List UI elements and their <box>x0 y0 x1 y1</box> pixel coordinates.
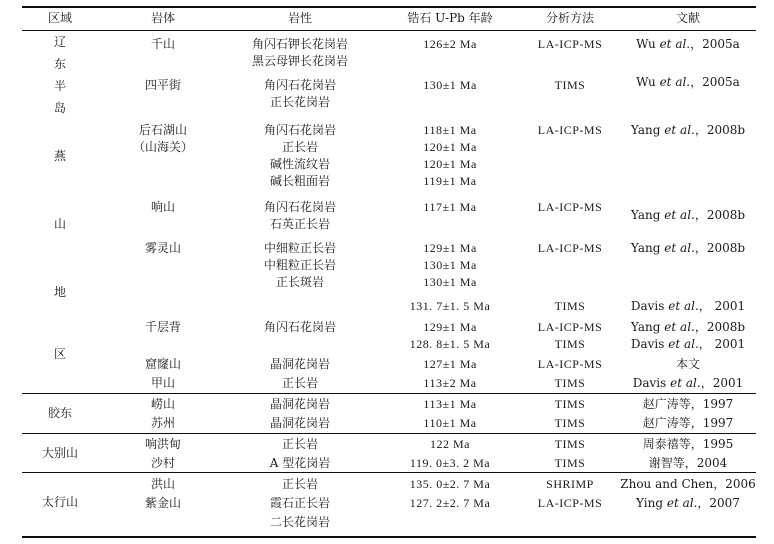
rock-name: 响山 <box>150 200 175 214</box>
analysis-method: LA-ICP-MS <box>537 200 603 214</box>
lithology: 角闪石钾长花岗岩 <box>251 37 348 51</box>
region-jiaodong: 胶东 <box>47 406 72 420</box>
rock-name: 苏州 <box>150 416 175 430</box>
lithology: 正长岩 <box>281 437 318 451</box>
analysis-method: TIMS <box>554 397 586 411</box>
lithology: 黑云母钾长花岗岩 <box>251 54 348 68</box>
lithology: 石英正长岩 <box>269 217 330 231</box>
lithology: 霞石正长岩 <box>269 496 330 510</box>
top-rule <box>22 6 756 8</box>
reference: Davis et al.，2001 <box>632 376 744 390</box>
lithology: 中粗粒正长岩 <box>263 258 336 272</box>
header-method: 分析方法 <box>545 11 594 25</box>
analysis-method: LA-ICP-MS <box>537 320 603 334</box>
reference: Yang et al.，2008b <box>630 123 746 137</box>
reference: 周泰禧等，1995 <box>642 437 734 451</box>
reference: Wu et al.，2005a <box>636 37 740 51</box>
reference: Ying et al.，2007 <box>636 496 740 510</box>
lithology: 中细粒正长岩 <box>263 241 336 255</box>
lithology: 晶洞花岗岩 <box>269 397 330 411</box>
zircon-age: 120±1 Ma <box>423 157 477 171</box>
zircon-age: 120±1 Ma <box>423 140 477 154</box>
rock-name: 紫金山 <box>144 496 181 510</box>
zircon-age: 130±1 Ma <box>423 275 477 289</box>
lithology: 晶洞花岗岩 <box>269 357 330 371</box>
zircon-age: 113±2 Ma <box>423 376 477 390</box>
region-liaodong-3: 半 <box>53 79 66 93</box>
header-rock: 岩体 <box>150 11 175 25</box>
region-liaodong-1: 辽 <box>53 35 66 49</box>
rock-name: 四平街 <box>144 78 181 92</box>
analysis-method: TIMS <box>554 416 586 430</box>
section-rule-taihangshan <box>22 472 756 473</box>
region-liaodong-2: 东 <box>53 57 66 71</box>
analysis-method: TIMS <box>554 456 586 470</box>
header-reference: 文献 <box>675 11 700 25</box>
analysis-method: LA-ICP-MS <box>537 241 603 255</box>
header-age: 锆石 U-Pb 年龄 <box>407 11 493 25</box>
bottom-rule <box>22 536 756 538</box>
reference: Yang et al.，2008b <box>630 320 746 334</box>
region-yanshan-1: 燕 <box>53 149 66 163</box>
region-yanshan-4: 区 <box>53 347 66 361</box>
lithology: 正长岩 <box>281 376 318 390</box>
zircon-age: 129±1 Ma <box>423 241 477 255</box>
lithology: 正长斑岩 <box>275 275 324 289</box>
lithology: 碱长粗面岩 <box>269 174 330 188</box>
lithology: 晶洞花岗岩 <box>269 416 330 430</box>
rock-name: 千山 <box>150 37 175 51</box>
analysis-method: TIMS <box>554 437 586 451</box>
lithology: 正长岩 <box>281 140 318 154</box>
zircon-age: 128. 8±1. 5 Ma <box>409 337 491 351</box>
reference: Davis et al.， 2001 <box>630 299 746 313</box>
region-dabieshan: 大别山 <box>41 446 78 460</box>
lithology: 角闪石花岗岩 <box>263 78 336 92</box>
zircon-age: 127. 2±2. 7 Ma <box>409 496 491 510</box>
reference: Davis et al.， 2001 <box>630 337 746 351</box>
reference: Zhou and Chen，2006 <box>620 477 756 491</box>
zircon-age: 130±1 Ma <box>423 78 477 92</box>
zircon-age: 118±1 Ma <box>423 123 477 137</box>
lithology: A 型花岗岩 <box>269 456 331 470</box>
rock-name: 雾灵山 <box>144 241 181 255</box>
rock-name: 窟窿山 <box>144 357 181 371</box>
rock-name: 沙村 <box>150 456 175 470</box>
rock-name-alias: （山海关） <box>132 140 193 154</box>
analysis-method: SHRIMP <box>546 477 594 491</box>
reference: 赵广涛等，1997 <box>642 397 734 411</box>
lithology: 角闪石花岗岩 <box>263 320 336 334</box>
section-rule-jiaodong <box>22 393 756 394</box>
analysis-method: TIMS <box>554 337 586 351</box>
reference: 本文 <box>675 357 700 371</box>
analysis-method: LA-ICP-MS <box>537 37 603 51</box>
rock-name: 千层背 <box>144 320 181 334</box>
header-lithology: 岩性 <box>287 11 312 25</box>
zircon-age: 110±1 Ma <box>423 416 477 430</box>
header-rule <box>22 30 756 31</box>
analysis-method: TIMS <box>554 78 586 92</box>
rock-name: 甲山 <box>150 376 175 390</box>
zircon-age: 117±1 Ma <box>423 200 477 214</box>
zircon-age: 135. 0±2. 7 Ma <box>409 477 491 491</box>
reference: Yang et al.，2008b <box>630 241 746 255</box>
rock-name: 崂山 <box>150 397 175 411</box>
reference: 谢智等，2004 <box>648 456 728 470</box>
analysis-method: LA-ICP-MS <box>537 123 603 137</box>
zircon-age: 113±1 Ma <box>423 397 477 411</box>
section-rule-dabieshan <box>22 433 756 434</box>
analysis-method: LA-ICP-MS <box>537 357 603 371</box>
rock-name: 洪山 <box>150 477 175 491</box>
lithology: 碱性流纹岩 <box>269 157 330 171</box>
reference: 赵广涛等，1997 <box>642 416 734 430</box>
rock-name: 后石湖山 <box>138 123 187 137</box>
analysis-method: TIMS <box>554 376 586 390</box>
zircon-age: 119±1 Ma <box>423 174 477 188</box>
zircon-age: 131. 7±1. 5 Ma <box>409 299 491 313</box>
reference: Yang et al.，2008b <box>630 208 746 222</box>
zircon-age: 127±1 Ma <box>423 357 477 371</box>
region-yanshan-3: 地 <box>53 285 66 299</box>
zircon-age: 130±1 Ma <box>423 258 477 272</box>
zircon-age: 122 Ma <box>430 437 470 451</box>
lithology: 角闪石花岗岩 <box>263 200 336 214</box>
lithology: 角闪石花岗岩 <box>263 123 336 137</box>
analysis-method: LA-ICP-MS <box>537 496 603 510</box>
region-yanshan-2: 山 <box>53 217 66 231</box>
zircon-age: 129±1 Ma <box>423 320 477 334</box>
zircon-age: 126±2 Ma <box>423 37 477 51</box>
lithology: 正长岩 <box>281 477 318 491</box>
lithology: 正长花岗岩 <box>269 95 330 109</box>
lithology: 二长花岗岩 <box>269 515 330 529</box>
reference: Wu et al.，2005a <box>636 75 740 89</box>
zircon-age: 119. 0±3. 2 Ma <box>409 456 491 470</box>
rock-name: 响洪甸 <box>144 437 181 451</box>
analysis-method: TIMS <box>554 299 586 313</box>
header-region: 区域 <box>47 11 72 25</box>
region-taihangshan: 太行山 <box>41 495 78 509</box>
region-liaodong-4: 岛 <box>53 101 66 115</box>
